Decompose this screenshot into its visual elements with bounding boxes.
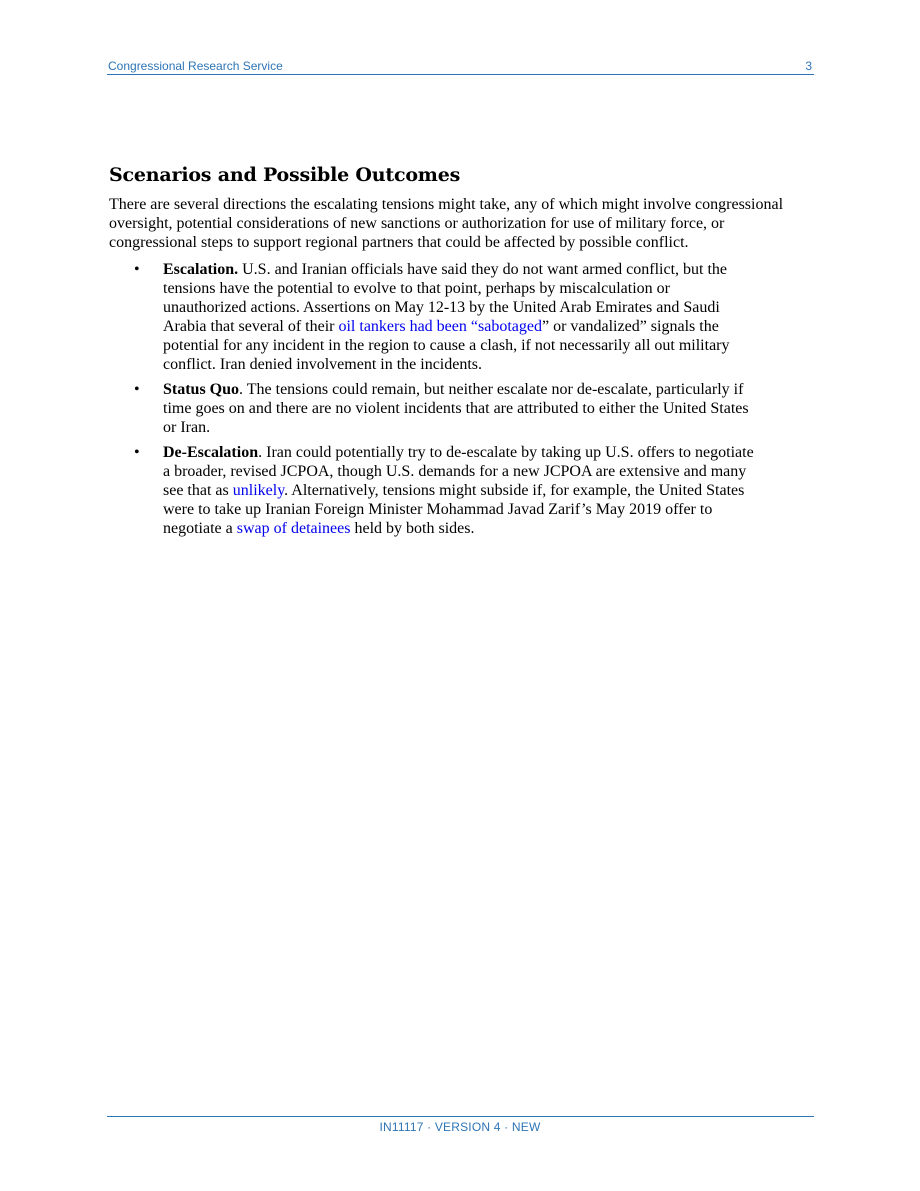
bullet-term: Escalation. [163,261,239,278]
swap-of-detainees-link[interactable]: swap of detainees [236,520,351,537]
bullet-icon: • [134,444,140,461]
list-item-escalation [109,260,755,374]
bullet-text: held by both sides. [350,520,475,537]
intro-paragraph: There are several directions the escalating tensions might take, any of which might involve congressional oversight, potential considerations of new sanctions or authorization for use of military force, or congressional steps to support regional partners that could be affected by possible conflict. [109,196,784,251]
bullet-icon: • [134,381,140,398]
list-item-de-escalation [109,443,755,538]
outcomes-list [109,260,809,538]
footer-divider [107,1116,814,1117]
bullet-text: ” or vandalized” signals the potential for any incident in the region to cause a clash, if not necessarily all out military conflict. Iran denied involvement in the incidents. [163,318,730,373]
oil-tankers-link[interactable]: oil tankers had been “sabotaged [338,318,542,335]
main-content [109,160,809,544]
list-item-status-quo [109,380,755,437]
header-organization: Congressional Research Service [108,59,283,73]
section-title: Scenarios and Possible Outcomes [109,164,461,186]
bullet-term: Status Quo [163,381,240,398]
page-header [107,58,814,75]
bullet-text: U.S. and Iranian officials have said they do not want armed conflict, but the tensions have the potential to evolve to that point, perhaps by miscalculation or unauthorized actions. Assertions on May 12-13 by the United Arab Emirates and Saudi Arabia that several of their [163,261,728,335]
bullet-icon: • [134,261,140,278]
bullet-text: . Alternatively, tensions might subside if, for example, the United States were to take up Iranian Foreign Minister Mohammad Javad Zarif’s May 2019 offer to negotiate a [163,482,745,537]
page-number: 3 [805,59,812,73]
bullet-text: . The tensions could remain, but neither escalate nor de-escalate, particularly if time goes on and there are no violent incidents that are attributed to either the United States or Iran. [163,381,749,436]
bullet-text: . Iran could potentially try to de-escalate by taking up U.S. offers to negotiate a broader, revised JCPOA, though U.S. demands for a new JCPOA are extensive and many see that as [163,444,754,499]
footer-doc-id: IN11117 · VERSION 4 · NEW [379,1120,541,1134]
unlikely-link[interactable]: unlikely [232,482,285,499]
bullet-term: De-Escalation [163,444,259,461]
